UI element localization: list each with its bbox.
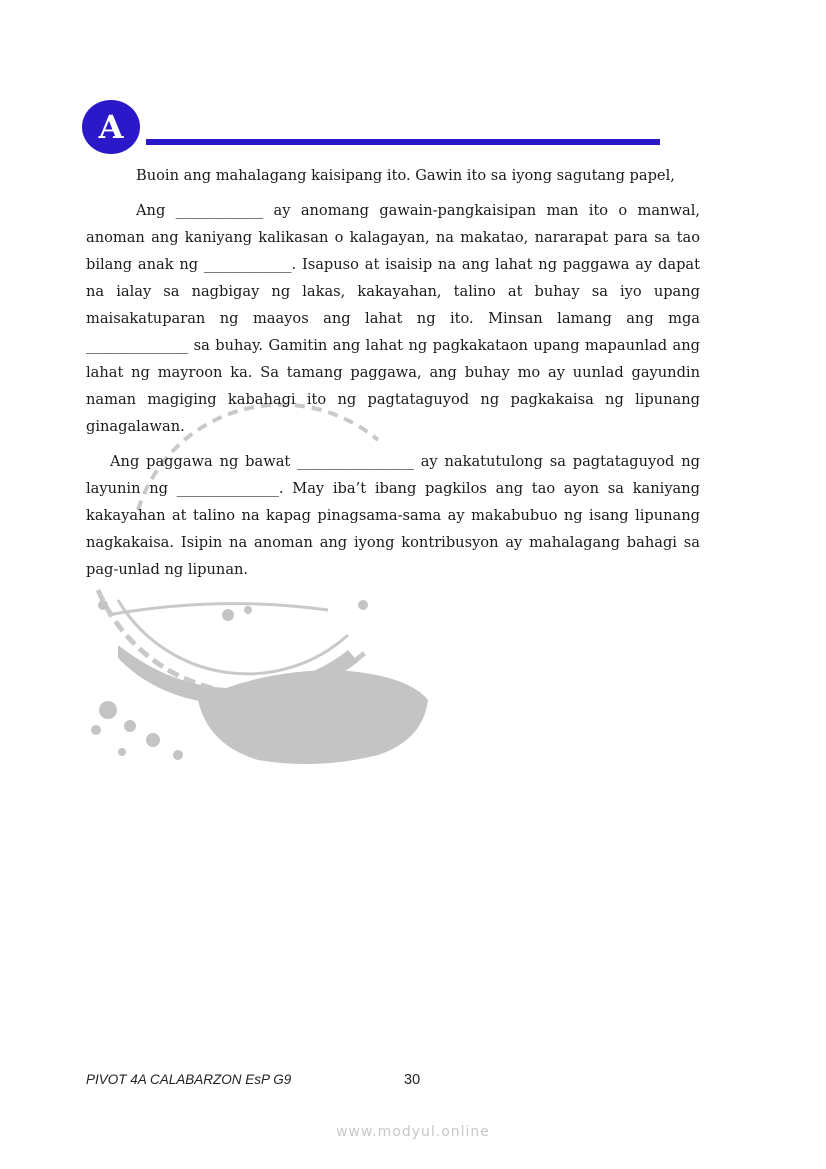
section-title-bar (146, 139, 660, 145)
footer-module-label: PIVOT 4A CALABARZON EsP G9 (86, 1072, 292, 1087)
section-badge (82, 100, 140, 154)
paragraph-1: Ang ____________ ay anomang gawain-pangkaisipan man ito o manwal, anoman ang kaniyang kalikasan o kalagayan, na makatao, nararapat para sa tao bilang anak ng ____________. Isapuso at isaisip na ang lahat ng paggawa ay dapat na ialay sa nagbigay ng lakas, kakayahan, talino at buhay sa iyo upang maisakatuparan ng maayos ang lahat ng ito. Minsan lamang ang mga ______________ sa buhay. Gamitin ang lahat ng pagkakataon upang mapaunlad ang lahat ng mayroon ka. Sa tamang paggawa, ang buhay mo ay uunlad gayundin naman magiging kabahagi ito ng pagtataguyod ng pagkakaisa ng lipunang ginagalawan. (86, 202, 700, 435)
site-watermark-text: www.modyul.online (336, 1124, 490, 1140)
paragraph-2: Ang paggawa ng bawat ________________ ay nakatutulong sa pagtataguyod ng layunin ng ______________. May iba’t ibang pagkilos ang tao ayon sa kaniyang kakayahan at talino na kapag pinagsama-sama ay makabubuo ng isang lipunang nagkakaisa. Isipin na anoman ang iyong kontribusyon ay mahalagang bahagi sa pag-unlad ng lipunan. (86, 453, 700, 578)
page-number: 30 (404, 1072, 421, 1088)
instruction-text: Buoin ang mahalagang kaisipang ito. Gawin ito sa iyong sagutang papel, (136, 167, 675, 184)
section-badge-letter: A (98, 108, 124, 146)
